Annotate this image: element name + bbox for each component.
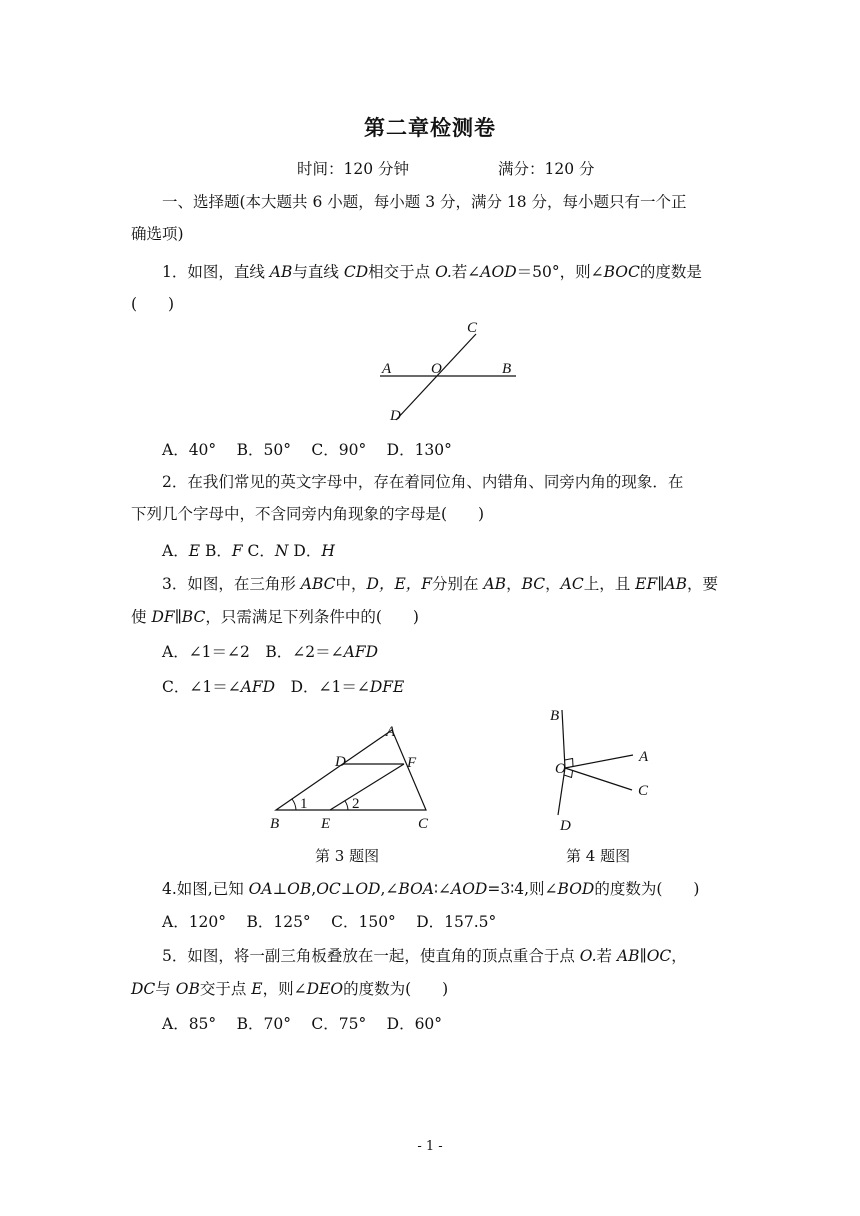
exam-time: 时间：120 分钟 [297, 160, 410, 178]
question-1-options: A．40° B．50° C．90° D．130° [162, 441, 452, 459]
question-3-figure [262, 720, 442, 835]
label-angle-1: 1 [300, 796, 308, 812]
page-number: - 1 - [417, 1139, 443, 1154]
question-1-figure [370, 312, 530, 432]
label-o: O [555, 761, 566, 777]
question-3-options-ab: A．∠1＝∠2 B．∠2＝∠AFD [162, 643, 379, 661]
ray-oa [565, 755, 633, 768]
figure-4-caption: 第 4 题图 [566, 847, 631, 865]
label-angle-2: 2 [352, 796, 360, 812]
question-5-options: A．85° B．70° C．75° D．60° [162, 1015, 443, 1033]
question-1-blank: ( ) [131, 295, 175, 313]
right-angle-mark-aob [565, 759, 573, 767]
ray-ob [562, 710, 565, 768]
question-5-stem-cont: DC与 OB交于点 E，则∠DEO的度数为( ) [131, 980, 449, 998]
question-2-options: A．E B．F C．N D．H [162, 542, 335, 560]
section-heading: 一、选择题(本大题共 6 小题，每小题 3 分，满分 18 分，每小题只有一个正 [162, 193, 687, 211]
question-4-stem: 4.如图,已知 OA⊥OB,OC⊥OD,∠BOA∶∠AOD=3∶4,则∠BOD的度数为( ) [162, 880, 700, 898]
label-o: O [431, 361, 442, 377]
label-a: A [639, 749, 649, 765]
question-2-stem: 2．在我们常见的英文字母中，存在着同位角、内错角、同旁内角的现象．在 [162, 473, 684, 491]
label-c: C [467, 320, 478, 336]
label-a: A [382, 361, 392, 377]
question-3-stem: 3．如图，在三角形 ABC中，D，E，F分别在 AB，BC，AC上，且 EF∥AB，要 [162, 575, 718, 593]
exam-score: 满分：120 分 [498, 160, 595, 178]
question-2-stem-cont: 下列几个字母中，不含同旁内角现象的字母是( ) [131, 505, 485, 523]
question-5-stem: 5．如图，将一副三角板叠放在一起，使直角的顶点重合于点 O.若 AB∥OC， [162, 947, 687, 965]
label-c: C [638, 783, 649, 799]
question-4-options: A．120° B．125° C．150° D．157.5° [162, 913, 497, 931]
label-d: D [335, 754, 346, 770]
page-title: 第二章检测卷 [364, 115, 496, 140]
label-b: B [550, 708, 560, 724]
question-1-stem: 1．如图，直线 AB与直线 CD相交于点 O.若∠AOD＝50°，则∠BOC的度数是 [162, 263, 702, 281]
segment-ef [330, 764, 404, 810]
label-d: D [390, 408, 401, 424]
label-e: E [321, 816, 331, 832]
question-3-stem-cont: 使 DF∥BC，只需满足下列条件中的( ) [131, 608, 419, 626]
label-f: F [407, 755, 417, 771]
label-c: C [418, 816, 429, 832]
section-heading-cont: 确选项) [131, 225, 184, 243]
question-3-options-cd: C．∠1＝∠AFD D．∠1＝∠DFE [162, 678, 405, 696]
line-cd [396, 334, 476, 420]
label-a: A [386, 724, 396, 740]
angle-2-arc [345, 801, 348, 810]
label-d: D [560, 818, 571, 834]
triangle-abc [276, 730, 426, 810]
label-b: B [502, 361, 512, 377]
question-4-figure [540, 700, 670, 835]
angle-1-arc [292, 799, 296, 810]
figure-3-caption: 第 3 题图 [315, 847, 380, 865]
label-b: B [270, 816, 280, 832]
ray-oc [565, 768, 632, 790]
